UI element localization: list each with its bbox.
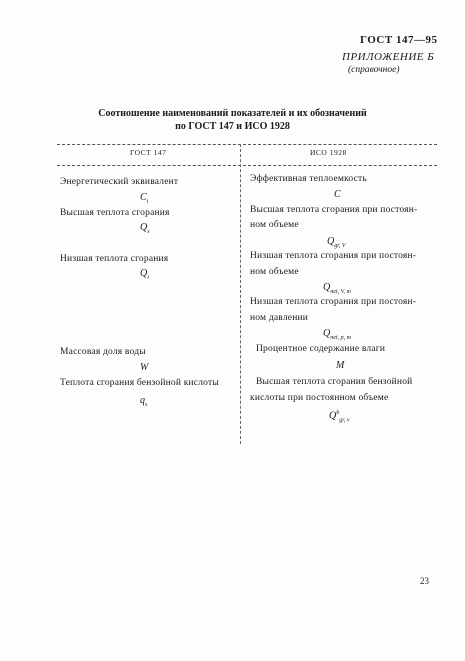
table-header-rule bbox=[57, 165, 437, 166]
right-row-6-line2: кислоты при постоянном объеме bbox=[250, 393, 389, 403]
right-row-6-line1: Высшая теплота сгорания бензойной bbox=[256, 377, 413, 387]
right-row-3-symbol: $Q_{net, V, m}$ bbox=[323, 282, 351, 295]
right-row-6-symbol: $Q^b_{gr, v}$ bbox=[329, 410, 350, 424]
title-line-2: по ГОСТ 147 и ИСО 1928 bbox=[175, 121, 290, 132]
right-row-5-text: Процентное содержание влаги bbox=[256, 344, 386, 354]
right-row-1-text: Эффективная теплоемкость bbox=[250, 174, 367, 184]
right-row-2-symbol: $Q_{gr, V}$ bbox=[327, 236, 346, 249]
right-row-3-line2: ном объеме bbox=[250, 267, 299, 277]
column-header-iso: ИСО 1928 bbox=[310, 148, 347, 157]
page-number: 23 bbox=[420, 576, 429, 586]
right-row-5-symbol: M bbox=[336, 360, 345, 371]
table-title bbox=[0, 107, 465, 133]
left-row-5-symbol: $q_s$ bbox=[140, 395, 148, 408]
column-divider bbox=[240, 144, 241, 444]
appendix-title: ПРИЛОЖЕНИЕ Б bbox=[342, 51, 435, 63]
right-row-2-line1: Высшая теплота сгорания при постоян- bbox=[250, 205, 418, 215]
standard-number: ГОСТ 147—95 bbox=[360, 34, 438, 46]
right-row-4-symbol: $Q_{net, p, m}$ bbox=[323, 328, 351, 341]
column-header-gost: ГОСТ 147 bbox=[130, 148, 167, 157]
right-row-1-symbol: C bbox=[334, 189, 341, 200]
title-line-1: Соотношение наименований показателей и их обозначений bbox=[98, 108, 367, 119]
left-row-4-text: Массовая доля воды bbox=[60, 347, 146, 357]
table-top-rule bbox=[57, 144, 437, 145]
left-row-3-text: Низшая теплота сгорания bbox=[60, 254, 169, 264]
left-row-2-text: Высшая теплота сгорания bbox=[60, 208, 170, 218]
left-row-4-symbol: W bbox=[140, 362, 149, 373]
right-row-3-line1: Низшая теплота сгорания при постоян- bbox=[250, 251, 417, 261]
left-row-1-symbol: $C_i$ bbox=[140, 192, 149, 205]
right-row-4-line1: Низшая теплота сгорания при постоян- bbox=[250, 297, 417, 307]
left-row-3-symbol: $Q_i$ bbox=[140, 268, 149, 281]
appendix-note: (справочное) bbox=[348, 65, 400, 75]
left-row-5-text: Теплота сгорания бензойной кислоты bbox=[60, 378, 219, 388]
left-row-2-symbol: $Q_s$ bbox=[140, 222, 150, 235]
left-row-1-text: Энергетический эквивалент bbox=[60, 177, 179, 187]
right-row-2-line2: ном объеме bbox=[250, 220, 299, 230]
right-row-4-line2: ном давлении bbox=[250, 313, 309, 323]
